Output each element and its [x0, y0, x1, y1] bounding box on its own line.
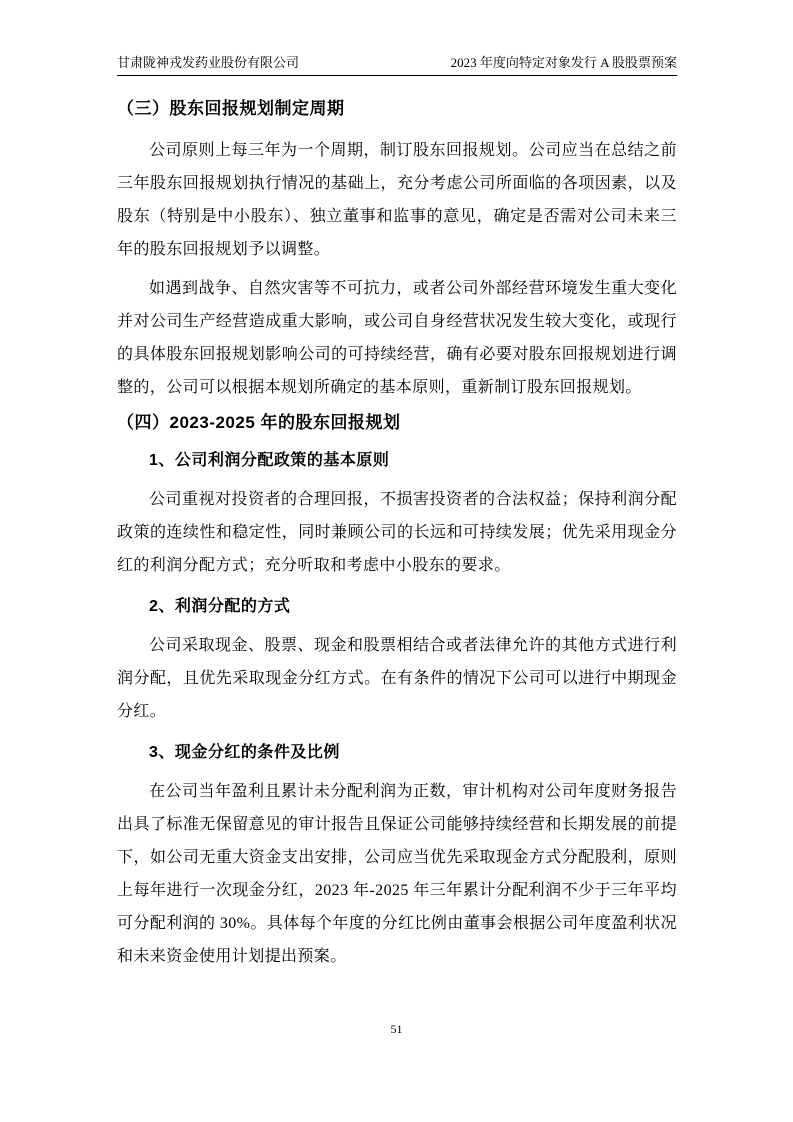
paragraph-principles: 公司重视对投资者的合理回报，不损害投资者的合法权益；保持利润分配政策的连续性和稳定性，同时兼顾公司的长远和可持续发展；优先采用现金分红的利润分配方式；充分听取和考虑中小股东的要求。 [117, 491, 677, 574]
paragraph-cash-dividend: 在公司当年盈利且累计未分配利润为正数，审计机构对公司年度财务报告出具了标准无保留意见的审计报告且保证公司能够持续经营和长期发展的前提下，如公司无重大资金支出安排，公司应当优先采取现金方式分配股利，原则上每年进行一次现金分红，2023 年-2025 年三年累计分配利润不少于三年平均可分配利润的 30%。具体每个年度的分红比例由董事会根据公司年度盈利状况和未来资金使用计划提出预案。 [117, 783, 677, 965]
paragraph-cycle-2: 如遇到战争、自然灾害等不可抗力，或者公司外部经营环境发生重大变化并对公司生产经营造成重大影响，或公司自身经营状况发生较大变化，或现行的具体股东回报规划影响公司的可持续经营，确有必要对股东回报规划进行调整的，公司可以根据本规划所确定的基本原则，重新制订股东回报规划。 [117, 280, 677, 396]
page-number: 51 [390, 1022, 403, 1036]
page-footer [0, 1022, 793, 1037]
header-doc-title: 2023 年度向特定对象发行 A 股股票预案 [450, 55, 677, 70]
section-heading-3: （三）股东回报规划制定周期 [117, 99, 345, 118]
paragraph-methods: 公司采取现金、股票、现金和股票相结合或者法律允许的其他方式进行利润分配，且优先采取现金分红方式。在有条件的情况下公司可以进行中期现金分红。 [117, 637, 677, 720]
subheading-2-methods: 2、利润分配的方式 [149, 598, 291, 615]
section-heading-4: （四）2023-2025 年的股东回报规划 [117, 413, 401, 432]
subheading-1-principles: 1、公司利润分配政策的基本原则 [149, 452, 390, 469]
header-company-name: 甘肃陇神戎发药业股份有限公司 [117, 55, 300, 70]
document-body [117, 90, 677, 979]
paragraph-cycle-1: 公司原则上每三年为一个周期，制订股东回报规划。公司应当在总结之前三年股东回报规划执行情况的基础上，充分考虑公司所面临的各项因素，以及股东（特别是中小股东）、独立董事和监事的意见，确定是否需对公司未来三年的股东回报规划予以调整。 [117, 142, 677, 258]
subheading-3-cash-dividend: 3、现金分红的条件及比例 [149, 744, 340, 761]
page-header [117, 54, 677, 76]
